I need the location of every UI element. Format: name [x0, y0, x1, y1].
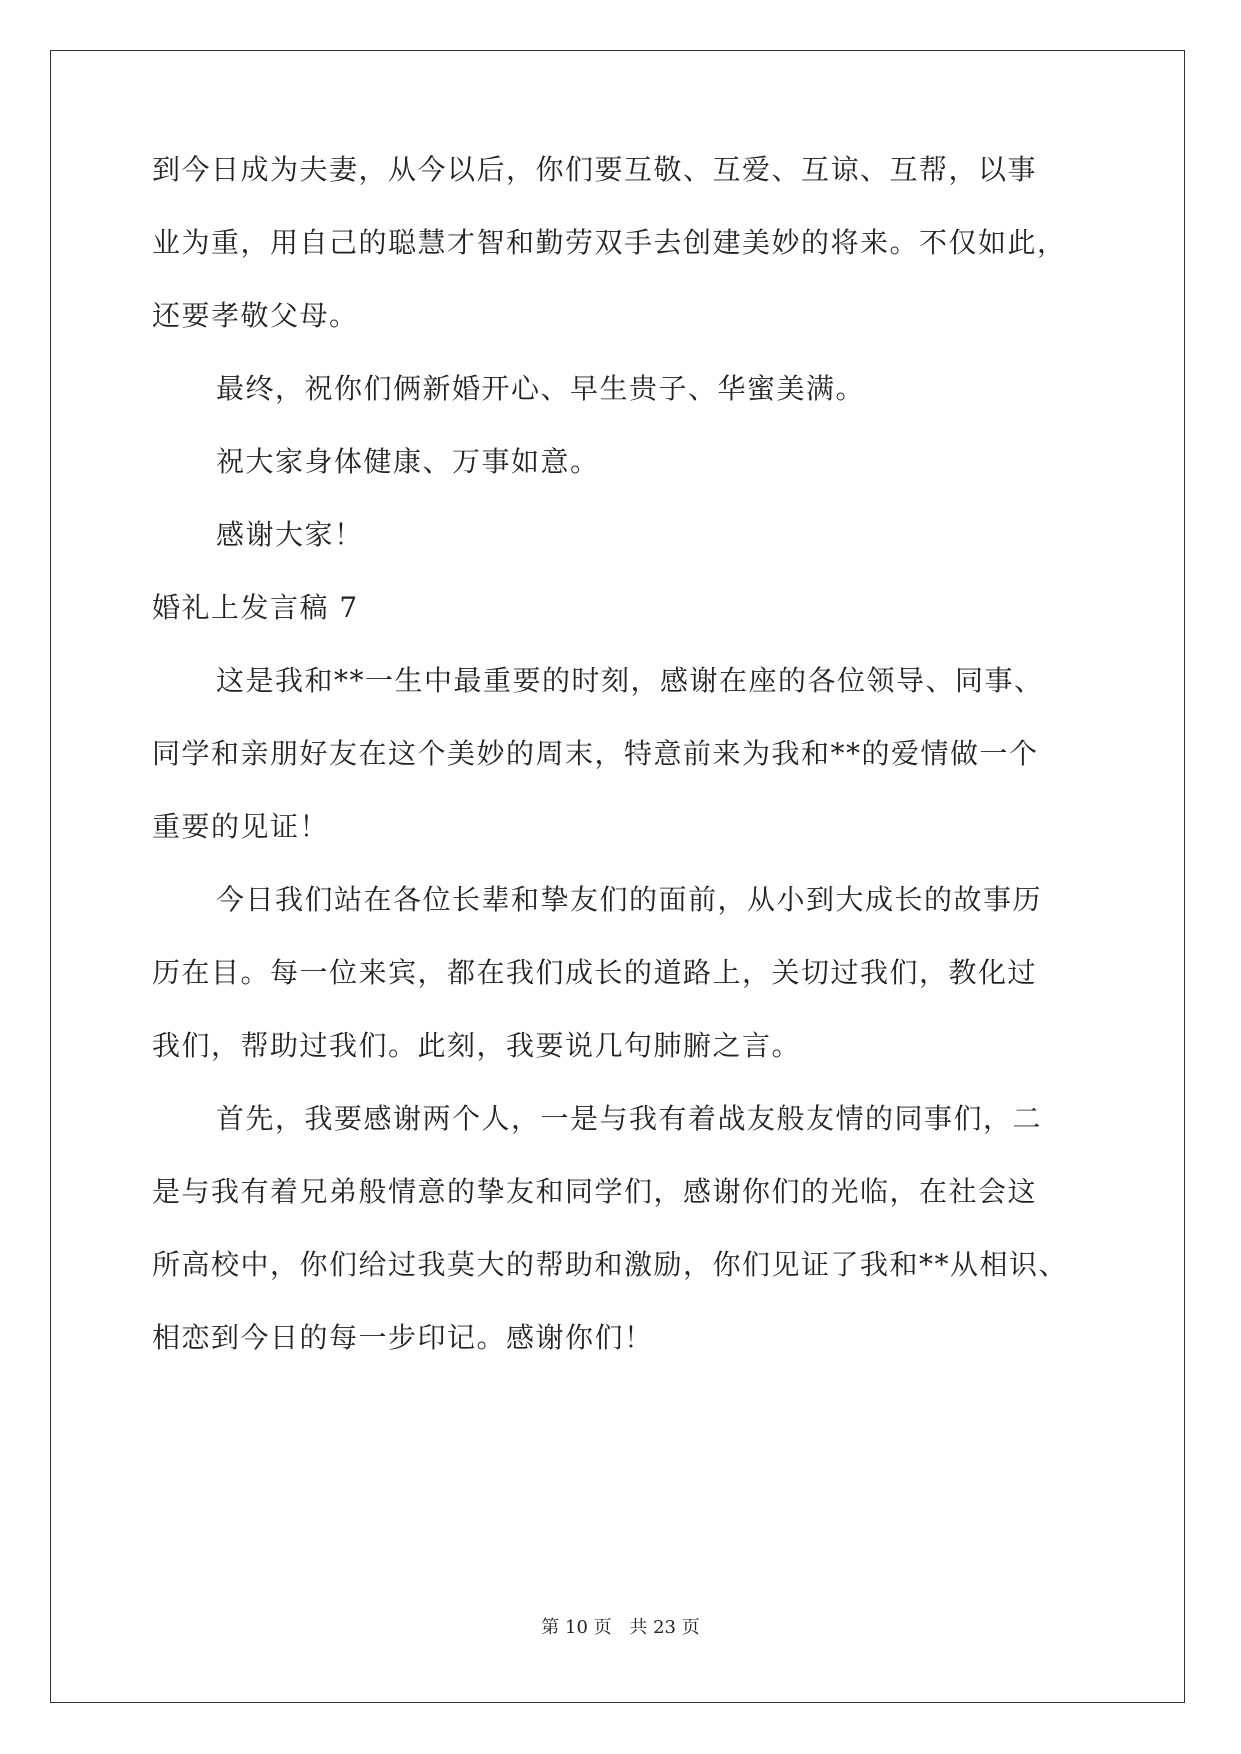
paragraph-7-line-4: 相恋到今日的每一步印记。感谢你们！	[152, 1321, 654, 1354]
paragraph-2: 最终，祝你们俩新婚开心、早生贵子、华蜜美满。	[216, 372, 866, 405]
paragraph-7-line-3: 所高校中，你们给过我莫大的帮助和激励，你们见证了我和**从相识、	[152, 1248, 1069, 1281]
paragraph-1-line-3: 还要孝敬父母。	[152, 299, 359, 332]
paragraph-3: 祝大家身体健康、万事如意。	[216, 445, 600, 478]
current-page-number: 第 10 页	[541, 1617, 612, 1638]
paragraph-7-line-1: 首先，我要感谢两个人，一是与我有着战友般友情的同事们，二	[216, 1102, 1043, 1135]
paragraph-1-line-1: 到今日成为夫妻，从今以后，你们要互敬、互爱、互谅、互帮，以事	[152, 153, 1038, 186]
paragraph-4: 感谢大家！	[216, 518, 364, 551]
paragraph-6-line-2: 历在目。每一位来宾，都在我们成长的道路上，关切过我们，教化过	[152, 956, 1038, 989]
page-footer	[0, 1616, 1241, 1640]
paragraph-5-line-1: 这是我和**一生中最重要的时刻，感谢在座的各位领导、同事、	[216, 664, 1044, 697]
total-page-count: 共 23 页	[629, 1617, 700, 1638]
paragraph-5-line-3: 重要的见证！	[152, 810, 330, 843]
paragraph-7-line-2: 是与我有着兄弟般情意的挚友和同学们，感谢你们的光临，在社会这	[152, 1175, 1038, 1208]
paragraph-6-line-1: 今日我们站在各位长辈和挚友们的面前，从小到大成长的故事历	[216, 883, 1043, 916]
paragraph-6-line-3: 我们，帮助过我们。此刻，我要说几句肺腑之言。	[152, 1029, 802, 1062]
paragraph-5-line-2: 同学和亲朋好友在这个美妙的周末，特意前来为我和**的爱情做一个	[152, 737, 1039, 770]
section-heading: 婚礼上发言稿 7	[152, 591, 359, 624]
paragraph-1-line-2: 业为重，用自己的聪慧才智和勤劳双手去创建美妙的将来。不仅如此，	[152, 226, 1067, 259]
